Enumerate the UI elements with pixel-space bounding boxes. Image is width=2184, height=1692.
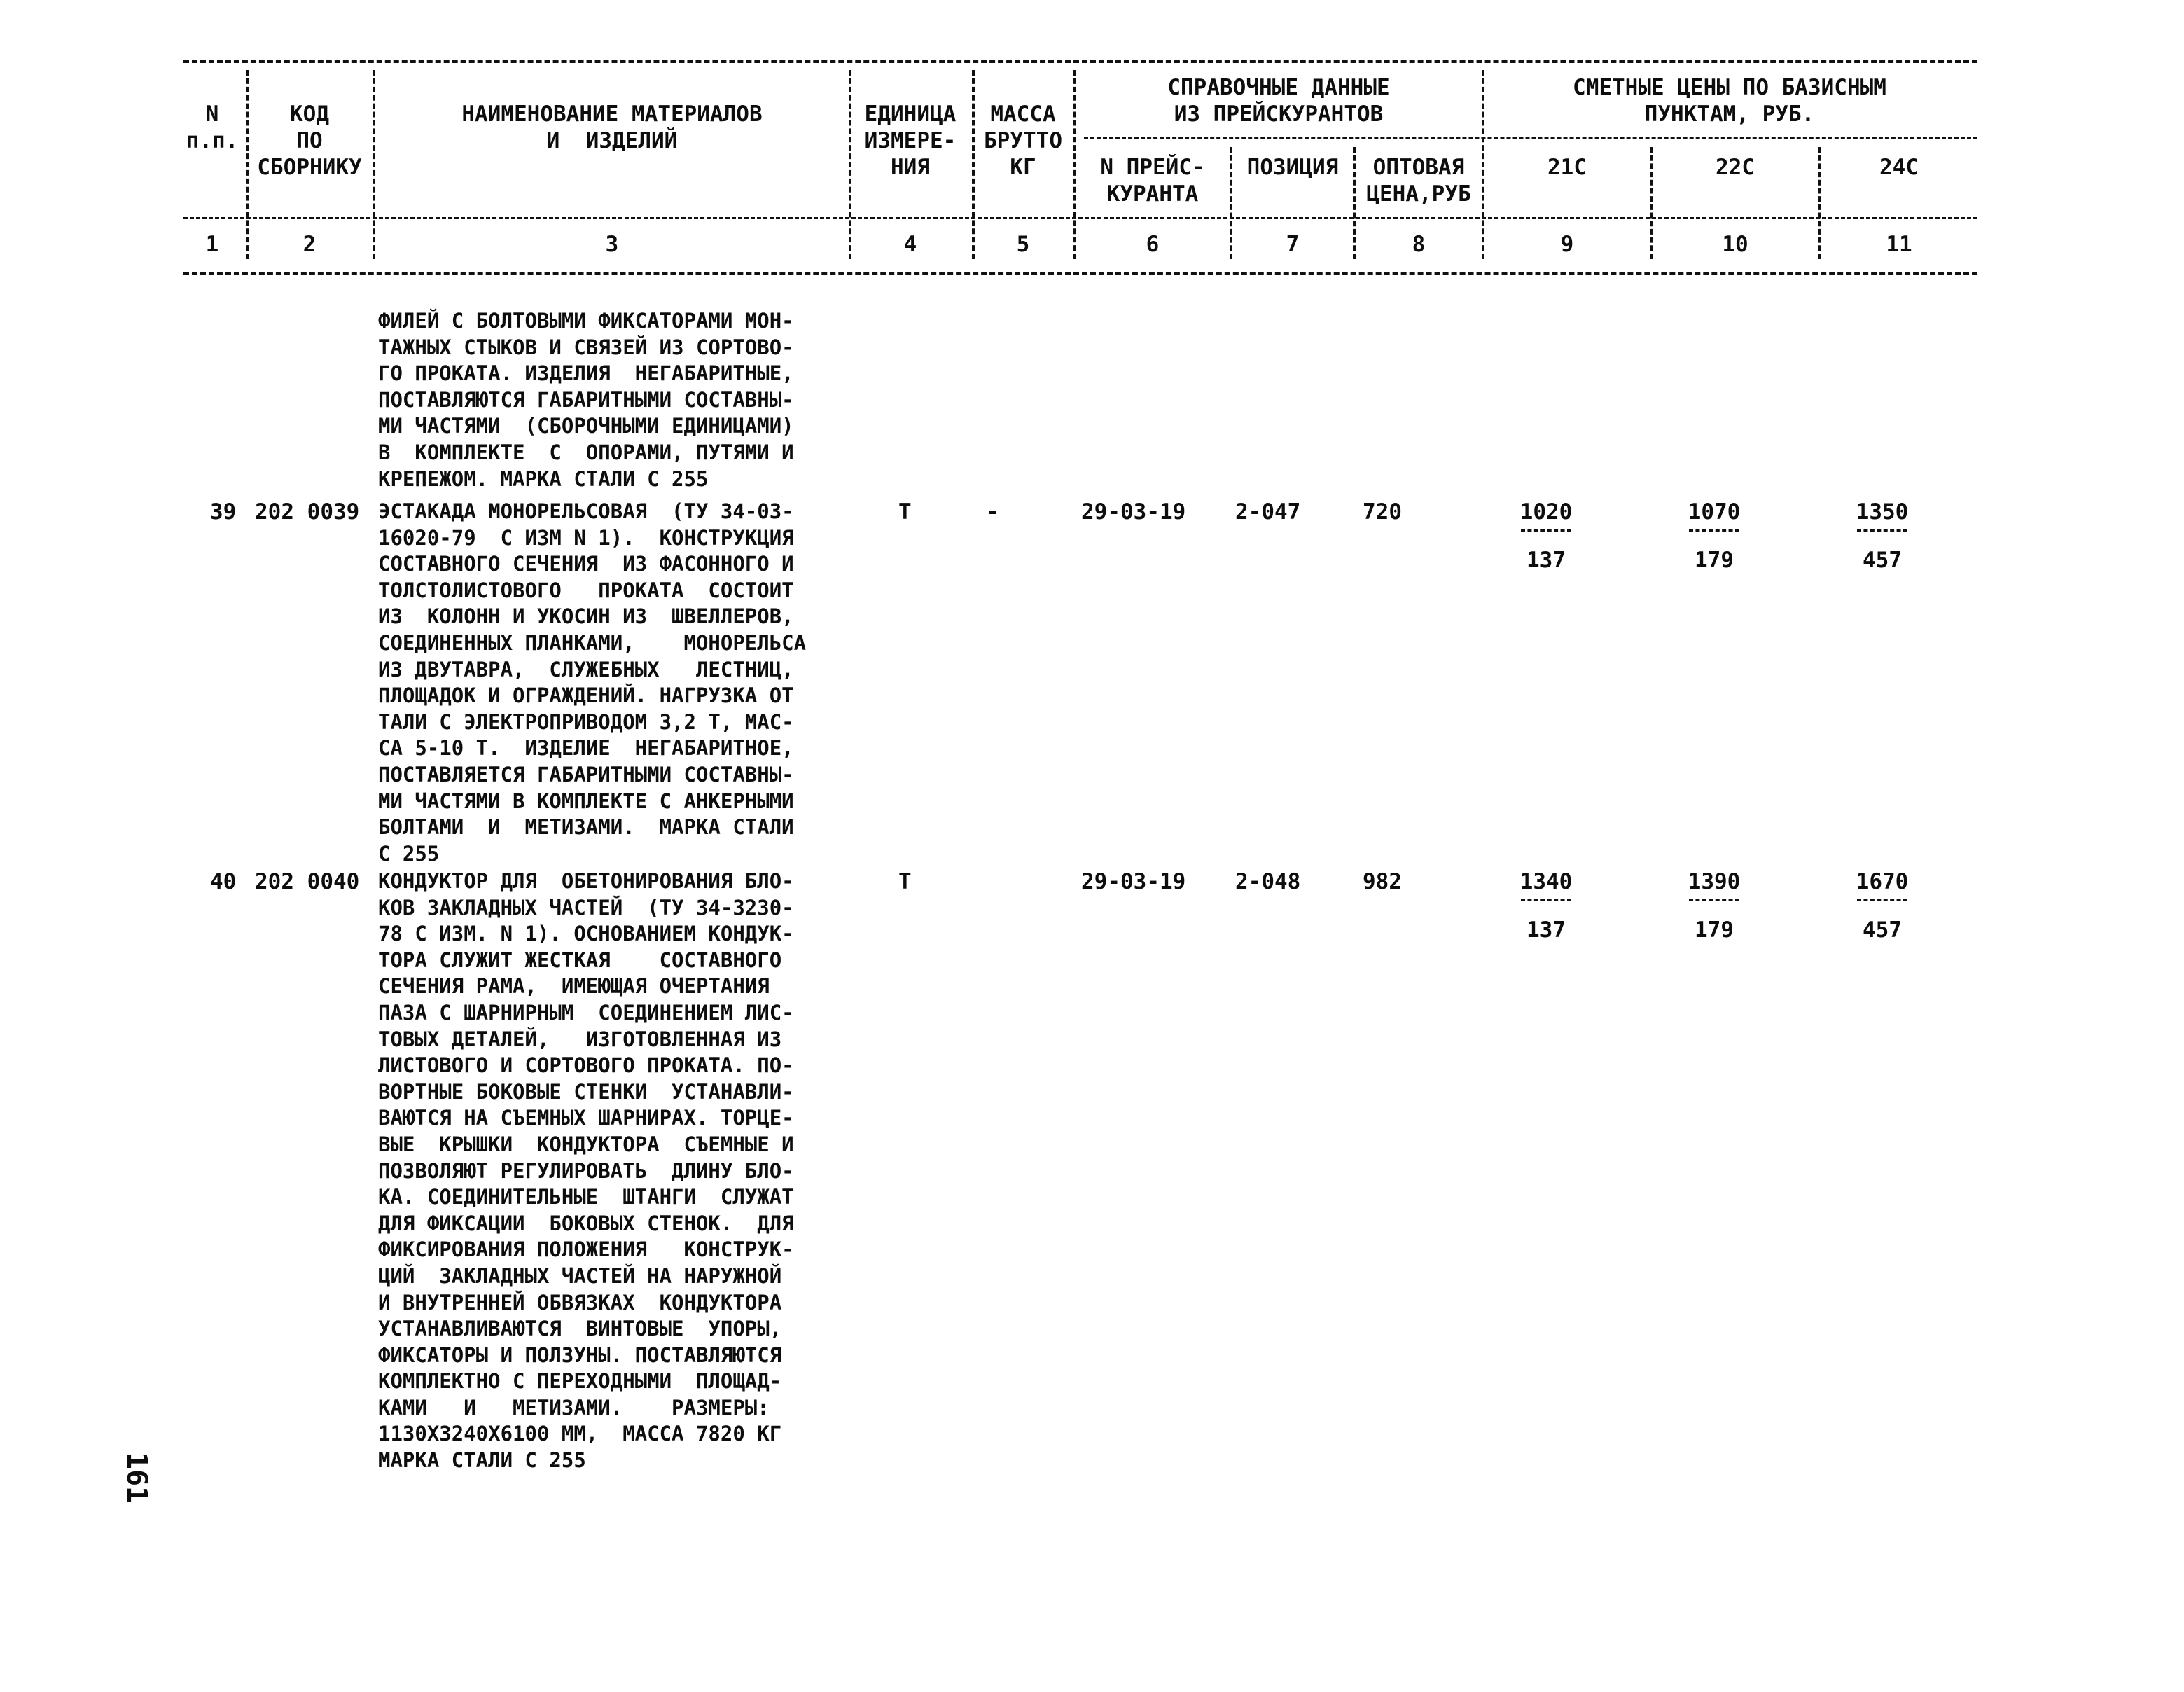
header-top-rule [183,60,1977,63]
table-header-end-rule [183,272,1977,275]
column-number: 11 [1886,232,1912,257]
row-number: 39 [210,499,237,525]
row-position: 2-047 [1235,499,1301,525]
price-value: 1350 [1856,499,1909,525]
price-value: 1020 [1519,499,1573,525]
column-number: 5 [1016,232,1030,257]
price-value: 457 [1863,917,1902,943]
column-number: 4 [903,232,917,257]
price-21c [1497,499,1595,574]
fraction-bar [1857,529,1907,532]
page-number: 161 [120,1452,153,1504]
column-number: 2 [302,232,317,257]
price-value: 457 [1863,548,1902,573]
header-catalog-code: КОД ПО СБОРНИКУ [257,102,362,180]
price-value: 137 [1526,917,1566,943]
row-description: КОНДУКТОР ДЛЯ ОБЕТОНИРОВАНИЯ БЛО- КОВ ЗАКЛАДНЫХ ЧАСТЕЙ (ТУ 34-3230- 78 С ИЗМ. N 1). ОСНОВАНИЕМ КОНДУК- ТОРА СЛУЖИТ ЖЕСТКАЯ СОСТАВНОГО СЕЧЕНИЯ РАМА, ИМЕЮЩАЯ ОЧЕРТАНИЯ ПАЗА С ШАРНИРНЫМ СОЕДИНЕНИЕМ ЛИС- ТОВЫХ ДЕТАЛЕЙ, ИЗГОТОВЛЕННАЯ ИЗ ЛИСТОВОГО И СОРТОВОГО ПРОКАТА. ПО- ВОРТНЫЕ БОКОВЫЕ СТЕНКИ УСТАНАВЛИ- ВАЮТСЯ НА СЪЕМНЫХ ШАРНИРАХ. ТОРЦЕ- ВЫЕ КРЫШКИ КОНДУКТОРА СЪЕМНЫЕ И ПОЗВОЛЯЮТ РЕГУЛИРОВАТЬ ДЛИНУ БЛО- КА. СОЕДИНИТЕЛЬНЫЕ ШТАНГИ СЛУЖАТ ДЛЯ ФИКСАЦИИ БОКОВЫХ СТЕНОК. ДЛЯ ФИКСИРОВАНИЯ ПОЛОЖЕНИЯ КОНСТРУК- ЦИЙ ЗАКЛАДНЫХ ЧАСТЕЙ НА НАРУЖНОЙ И ВНУТРЕННЕЙ ОБВЯЗКАХ КОНДУКТОРА УСТАНАВЛИВАЮТСЯ ВИНТОВЫЕ УПОРЫ, ФИКСАТОРЫ И ПОЛЗУНЫ. ПОСТАВЛЯЮТСЯ КОМПЛЕКТНО С ПЕРЕХОДНЫМИ ПЛОЩАД- КАМИ И МЕТИЗАМИ. РАЗМЕРЫ: 1130Х3240Х6100 ММ, МАССА 7820 КГ МАРКА СТАЛИ С 255 [378,869,794,1473]
price-21c [1497,868,1595,943]
header-group-rule [1084,137,1977,139]
row-wholesale: 720 [1363,499,1402,525]
price-22c [1665,868,1763,943]
row-code: 202 0040 [255,869,360,894]
column-number: 7 [1286,232,1300,257]
fraction-bar [1857,899,1907,901]
column-number: 1 [205,232,219,257]
price-value: 137 [1526,548,1566,573]
price-value: 1390 [1688,869,1741,894]
header-unit: ЕДИНИЦА ИЗМЕРЕ- НИЯ [864,102,957,180]
row-number: 40 [210,869,237,894]
row-mass: - [986,499,999,525]
header-wholesale-price: ОПТОВАЯ ЦЕНА,РУБ [1366,155,1471,207]
header-price-24c: 24С [1879,155,1919,180]
row-pricelist: 29-03-19 [1081,869,1186,894]
row-wholesale: 982 [1363,869,1402,894]
fraction-bar [1521,899,1571,901]
fraction-bar [1521,529,1571,532]
row-position: 2-048 [1235,869,1301,894]
header-material-name: НАИМЕНОВАНИЕ МАТЕРИАЛОВ И ИЗДЕЛИЙ [461,102,763,153]
price-22c [1665,499,1763,574]
column-number: 10 [1722,232,1748,257]
price-value: 1340 [1519,869,1573,894]
header-pricelist-number: N ПРЕЙС- КУРАНТА [1100,155,1205,207]
price-value: 1670 [1856,869,1909,894]
price-value: 179 [1695,548,1734,573]
price-value: 1070 [1688,499,1741,525]
header-gross-mass: МАССА БРУТТО КГ [984,102,1062,180]
price-value: 179 [1695,917,1734,943]
price-24c [1833,868,1931,943]
header-prices-group: СМЕТНЫЕ ЦЕНЫ ПО БАЗИСНЫМ ПУНКТАМ, РУБ. [1573,75,1886,127]
column-number: 6 [1146,232,1160,257]
header-reference-group: СПРАВОЧНЫЕ ДАННЫЕ ИЗ ПРЕЙСКУРАНТОВ [1167,75,1390,127]
column-number: 9 [1560,232,1574,257]
header-row-number: N п.п. [186,102,239,153]
continuation-description: ФИЛЕЙ С БОЛТОВЫМИ ФИКСАТОРАМИ МОН- ТАЖНЫХ СТЫКОВ И СВЯЗЕЙ ИЗ СОРТОВО- ГО ПРОКАТА. ИЗДЕЛИЯ НЕГАБАРИТНЫЕ, ПОСТАВЛЯЮТСЯ ГАБАРИТНЫМИ СОСТАВНЫ- МИ ЧАСТЯМИ (СБОРОЧНЫМИ ЕДИНИЦАМИ) В КОМПЛЕКТЕ С ОПОРАМИ, ПУТЯМИ И КРЕПЕЖОМ. МАРКА СТАЛИ С 255 [378,309,794,491]
header-price-21c: 21С [1547,155,1587,180]
row-description: ЭСТАКАДА МОНОРЕЛЬСОВАЯ (ТУ 34-03- 16020-79 С ИЗМ N 1). КОНСТРУКЦИЯ СОСТАВНОГО СЕЧЕНИЯ ИЗ ФАСОННОГО И ТОЛСТОЛИСТОВОГО ПРОКАТА СОСТОИТ ИЗ КОЛОНН И УКОСИН ИЗ ШВЕЛЛЕРОВ, СОЕДИНЕННЫХ ПЛАНКАМИ, МОНОРЕЛЬСА ИЗ ДВУТАВРА, СЛУЖЕБНЫХ ЛЕСТНИЦ, ПЛОЩАДОК И ОГРАЖДЕНИЙ. НАГРУЗКА ОТ ТАЛИ С ЭЛЕКТРОПРИВОДОМ 3,2 Т, МАС- СА 5-10 Т. ИЗДЕЛИЕ НЕГАБАРИТНОЕ, ПОСТАВЛЯЕТСЯ ГАБАРИТНЫМИ СОСТАВНЫ- МИ ЧАСТЯМИ В КОМПЛЕКТЕ С АНКЕРНЫМИ БОЛТАМИ И МЕТИЗАМИ. МАРКА СТАЛИ С 255 [378,499,807,866]
column-number: 8 [1412,232,1426,257]
column-number: 3 [605,232,619,257]
row-unit: Т [898,499,912,525]
header-position: ПОЗИЦИЯ [1246,155,1339,180]
row-code: 202 0039 [255,499,360,525]
header-price-22c: 22С [1716,155,1755,180]
row-pricelist: 29-03-19 [1081,499,1186,525]
price-24c [1833,499,1931,574]
fraction-bar [1689,529,1739,532]
header-bottom-rule [183,217,1977,219]
row-unit: Т [898,869,912,894]
fraction-bar [1689,899,1739,901]
